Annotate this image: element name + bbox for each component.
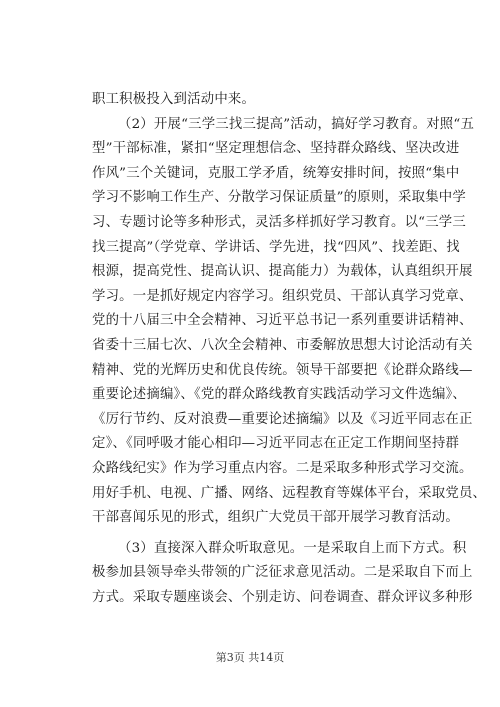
text-line: 定》、《同呼吸才能心相印—习近平同志在正定工作期间坚持群 [92,436,460,452]
text-line: 《厉行节约、反对浪费—重要论述摘编》以及《习近平同志在正 [92,411,473,427]
text-line: 找三提高”（学党章、学讲话、学先进，找“四风”、找差距、找 [92,239,460,255]
text-line: 方式。采取专题座谈会、个别走访、问卷调查、群众评议多种形 [92,589,473,605]
text-line: 干部喜闻乐见的形式，组织广大党员干部开展学习教育活动。 [92,510,459,526]
text-line: 习、专题讨论等多种形式，灵活多样抓好学习教育。以“三学三 [92,214,466,230]
text-line: 型”干部标准，紧扣“坚定理想信念、坚持群众路线、坚决改进 [92,141,460,157]
text-line: 重要论述摘编》、《党的群众路线教育实践活动学习文件选编》、 [92,387,467,403]
text-line: 根源，提高党性、提高认识、提高能力）为载体，认真组织开展 [92,264,473,280]
text-line: 党的十八届三中全会精神、习近平总书记一系列重要讲话精神、 [92,313,473,329]
paragraph-3-start: （3）直接深入群众听取意见。一是采取自上而下方式。积 [118,540,467,556]
text-line: 精神、党的光辉历史和优良传统。领导干部要把《论群众路线— [92,362,473,378]
text-line: 众路线纪实》作为学习重点内容。二是采取多种形式学习交流。 [92,460,473,476]
text-line: 学习。一是抓好规定内容学习。组织党员、干部认真学习党章、 [92,288,473,304]
text-line: 省委十三届七次、八次全会精神、市委解放思想大讨论活动有关 [92,337,473,353]
text-line: 学习不影响工作生产、分散学习保证质量”的原则，采取集中学 [92,190,466,206]
text-line: 用好手机、电视、广播、网络、远程教育等媒体平台，采取党员、 [92,485,487,501]
text-line: 职工积极投入到活动中来。 [92,92,256,107]
text-line: 作风”三个关键词，克服工学矛盾，统筹安排时间，按照“集中 [92,165,460,181]
document-body [92,88,487,610]
text-line: 极参加县领导牵头带领的广泛征求意见活动。二是采取自下而上 [92,565,473,581]
paragraph-2-start: （2）开展“三学三找三提高”活动，搞好学习教育。对照“五 [118,116,475,132]
page-number-footer: 第3页 共14页 [215,651,285,664]
